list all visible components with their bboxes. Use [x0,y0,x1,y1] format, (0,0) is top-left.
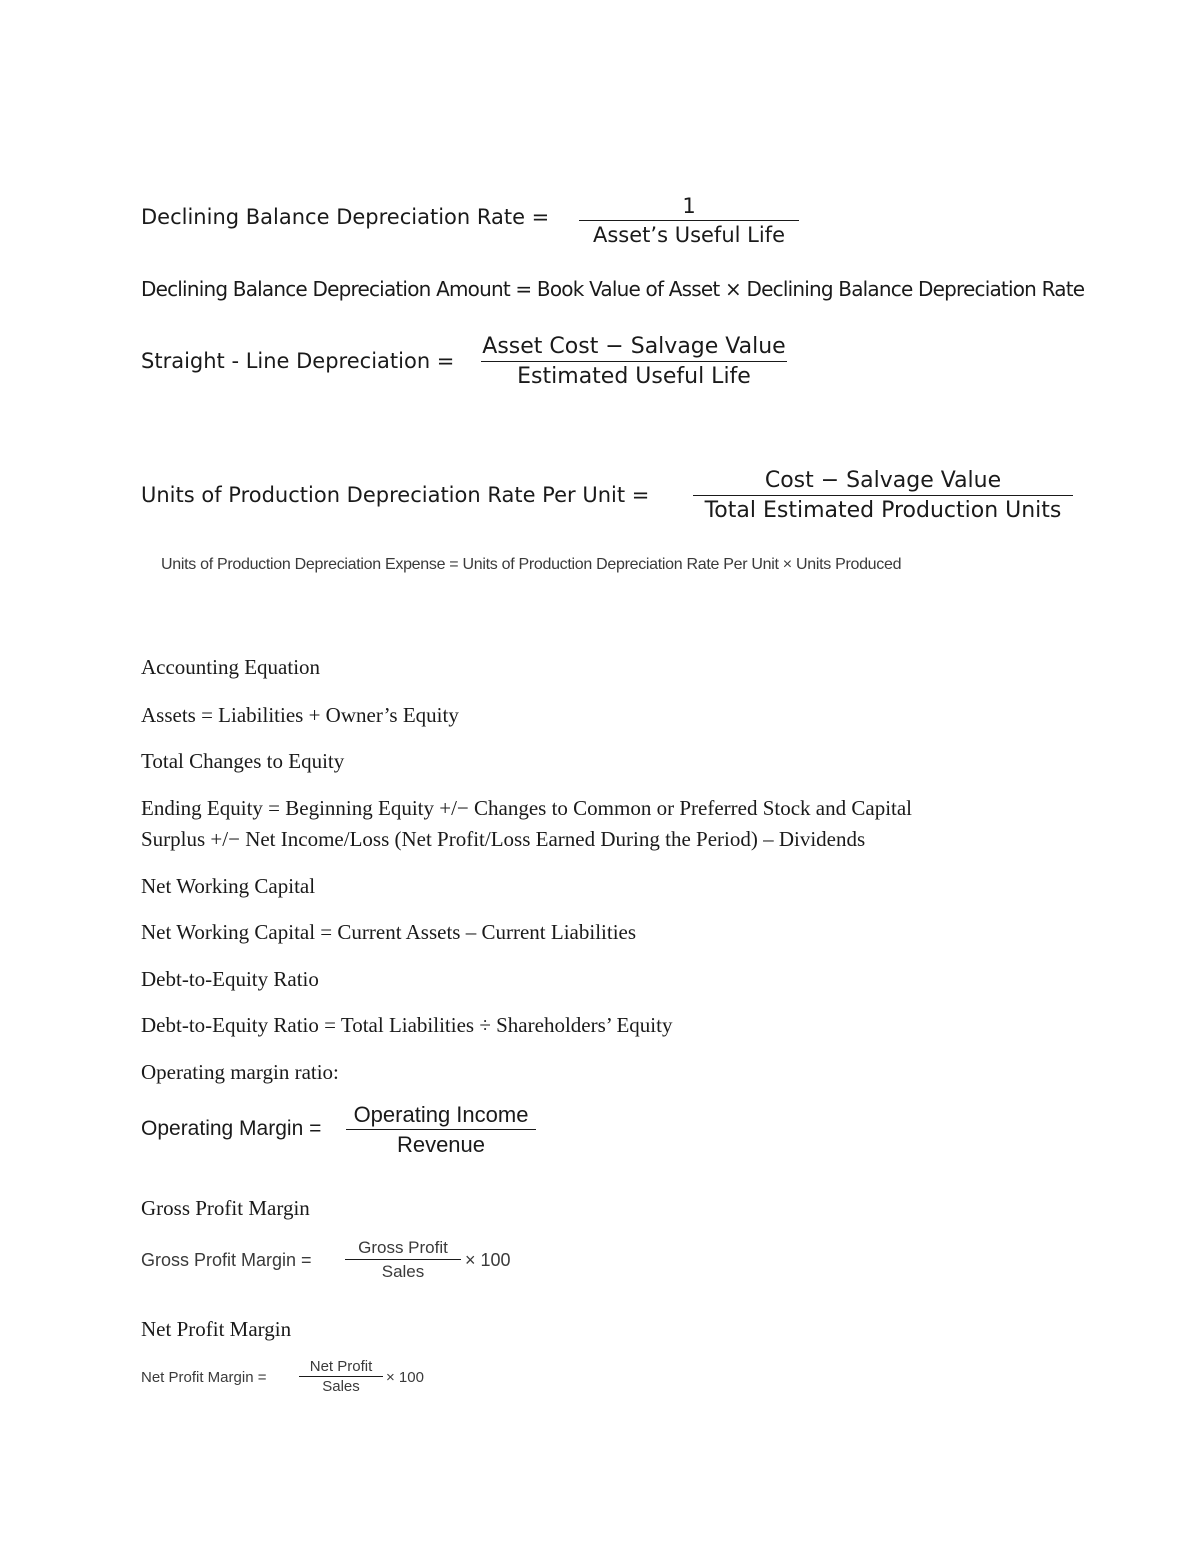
net-working-capital-equation: Net Working Capital = Current Assets – Current Liabilities [141,920,637,944]
fraction-numerator: Net Profit [309,1358,373,1375]
formula-declining-balance-rate [141,192,821,252]
formula-lhs: Net Profit Margin = [141,1369,267,1386]
formula-suffix: × 100 [386,1369,424,1386]
fraction [481,332,787,391]
fraction-denominator: Asset’s Useful Life [593,223,785,247]
heading-debt-to-equity: Debt-to-Equity Ratio [141,967,319,991]
fraction-denominator: Sales [322,1378,360,1395]
fraction [346,1100,536,1159]
formula-lhs: Straight - Line Depreciation = [141,349,455,373]
heading-changes-to-equity: Total Changes to Equity [141,749,345,773]
ending-equity-line-1: Ending Equity = Beginning Equity +/− Changes to Common or Preferred Stock and Capital [141,796,913,820]
fraction [579,192,799,249]
fraction-numerator: Gross Profit [358,1238,448,1257]
fraction-numerator: Cost − Salvage Value [764,468,1002,493]
heading-accounting-equation: Accounting Equation [141,655,321,679]
formula-lhs: Gross Profit Margin = [141,1250,312,1270]
formula-operating-margin [141,1100,561,1164]
fraction-denominator: Sales [381,1262,425,1281]
fraction-denominator: Total Estimated Production Units [704,498,1062,523]
formula-suffix: × 100 [465,1250,511,1270]
heading-net-profit-margin: Net Profit Margin [141,1317,292,1341]
formula-declining-balance-amount: Declining Balance Depreciation Amount = Book Value of Asset × Declining Balance Depreciation Rate [141,277,1085,301]
formula-units-production-expense: Units of Production Depreciation Expense = Units of Production Depreciation Rate Per Unit × Units Produced [161,556,902,573]
fraction-numerator: 1 [682,194,696,218]
heading-operating-margin: Operating margin ratio: [141,1060,339,1084]
debt-to-equity-equation: Debt-to-Equity Ratio = Total Liabilities ÷ Shareholders’ Equity [141,1013,673,1037]
heading-gross-profit-margin: Gross Profit Margin [141,1196,310,1220]
formula-lhs: Declining Balance Depreciation Rate = [141,205,550,229]
heading-net-working-capital: Net Working Capital [141,874,316,898]
fraction-numerator: Operating Income [353,1102,529,1127]
formula-lhs: Operating Margin = [141,1117,322,1140]
fraction-denominator: Estimated Useful Life [517,364,751,389]
fraction [693,466,1073,525]
formula-lhs: Units of Production Depreciation Rate Per Unit = [141,483,650,507]
fraction [299,1357,383,1396]
formula-straight-line [141,332,821,396]
formula-units-production-rate [141,466,1101,530]
fraction [345,1236,461,1283]
formula-net-profit-margin [141,1357,461,1401]
accounting-equation: Assets = Liabilities + Owner’s Equity [141,703,459,727]
fraction-denominator: Revenue [396,1132,486,1157]
formula-gross-profit-margin [141,1236,561,1288]
ending-equity-line-2: Surplus +/− Net Income/Loss (Net Profit/Loss Earned During the Period) – Dividends [141,827,866,851]
fraction-numerator: Asset Cost − Salvage Value [482,334,786,359]
